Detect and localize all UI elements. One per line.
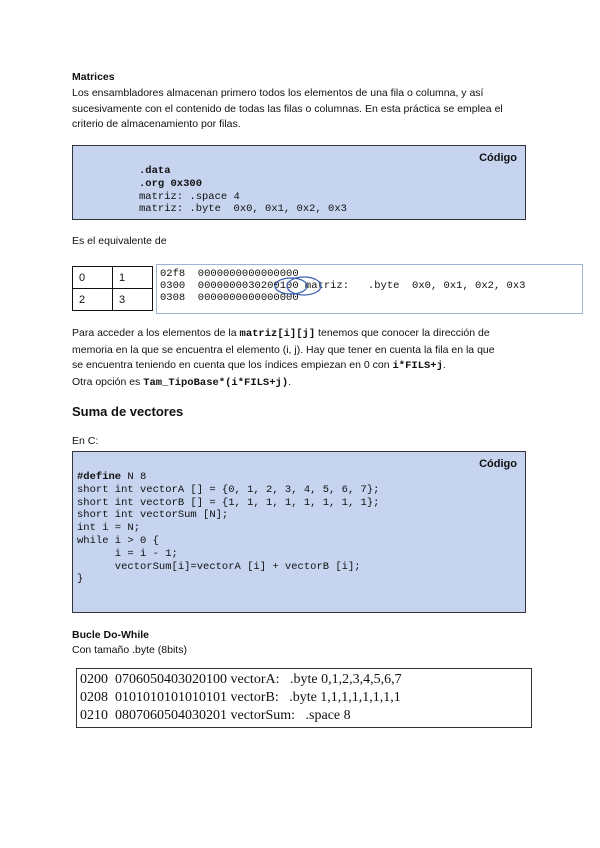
access-text: . — [288, 375, 292, 388]
matrices-para-line: criterio de almacenamiento por filas. — [72, 118, 241, 130]
access-text: . — [442, 359, 446, 371]
matrices-paragraph — [72, 86, 542, 133]
memory-line: 0210 0807060504030201 vectorSum: .space 8 — [80, 708, 351, 723]
code-line: int i = N; — [77, 522, 141, 535]
access-text: tenemos que conocer la dirección de — [315, 327, 490, 339]
code-line: vectorSum[i]=vectorA [i] + vectorB [i]; — [77, 560, 361, 573]
bucle-subtitle: Con tamaño .byte (8bits) — [72, 644, 187, 656]
memory-line: 0200 0706050403020100 vectorA: .byte 0,1,2,3,4,5,6,7 — [80, 672, 402, 687]
code-line: short int vectorA [] = {0, 1, 2, 3, 4, 5, 6, 7}; — [77, 483, 380, 496]
inline-code: Tam_TipoBase*(i*FILS+j) — [143, 376, 289, 389]
section-title-bucle: Bucle Do-While — [72, 629, 150, 641]
code-line: #define N 8 — [77, 471, 147, 483]
code-line: .data — [139, 165, 171, 177]
memory-line: 02f8 0000000000000000 — [160, 268, 299, 280]
memory-line: 0208 0101010101010101 vectorB: .byte 1,1,1,1,1,1,1,1 — [80, 690, 401, 705]
matrix-cell: 1 — [113, 267, 153, 289]
access-text: memoria en la que se encuentra el elemento (i, j). Hay que tener en cuenta la fila en la que — [72, 343, 495, 356]
code-label: Código — [479, 152, 517, 164]
matrix-cell: 0 — [73, 267, 113, 289]
matrix-cell: 3 — [113, 289, 153, 311]
section-title-suma: Suma de vectores — [72, 404, 184, 419]
section-title-matrices: Matrices — [72, 71, 115, 83]
memory-line: 0308 0000000000000000 — [160, 292, 299, 304]
code-line: matriz: .byte 0x0, 0x1, 0x2, 0x3 — [139, 203, 347, 216]
memory-dump-vectors — [76, 668, 532, 728]
code-line: while i > 0 { — [77, 534, 159, 547]
code-line: .org 0x300 — [139, 177, 203, 190]
access-text: Para acceder a los elementos de la — [72, 327, 240, 339]
code-line: matriz: .space 4 — [139, 190, 240, 203]
highlight-circles — [157, 265, 584, 315]
code-line: short int vectorB [] = {1, 1, 1, 1, 1, 1, 1, 1}; — [77, 496, 380, 509]
code-line: } — [77, 573, 84, 586]
matrix-cell: 2 — [73, 289, 113, 311]
access-text: se encuentra teniendo en cuenta que los índices empiezan en 0 con — [72, 359, 393, 371]
matrices-para-line: sucesivamente con el contenido de todas las filas o columnas. En esta práctica se emplea el — [72, 102, 503, 115]
code-block-c — [72, 451, 526, 613]
en-c-label: En C: — [72, 435, 99, 447]
memory-dump-matrices — [156, 264, 583, 314]
matrices-para-line: Los ensambladores almacenan primero todos los elementos de una fila o columna, y así — [72, 87, 484, 99]
inline-code: i*FILS+j — [392, 360, 443, 372]
matrix-grid — [72, 266, 153, 311]
highlight-circle — [287, 277, 321, 295]
code-label: Código — [479, 458, 517, 470]
access-paragraph — [72, 326, 542, 391]
memory-line: 0300 0000000030200100 matriz: .byte 0x0, 0x1, 0x2, 0x3 — [160, 280, 526, 292]
code-block-matrices — [72, 145, 526, 220]
access-text: Otra opción es — [72, 375, 144, 388]
inline-code: matriz[i][j] — [239, 328, 316, 340]
code-line: short int vectorSum [N]; — [77, 509, 229, 522]
code-line: i = i - 1; — [77, 547, 178, 560]
equivalent-text: Es el equivalente de — [72, 235, 167, 247]
